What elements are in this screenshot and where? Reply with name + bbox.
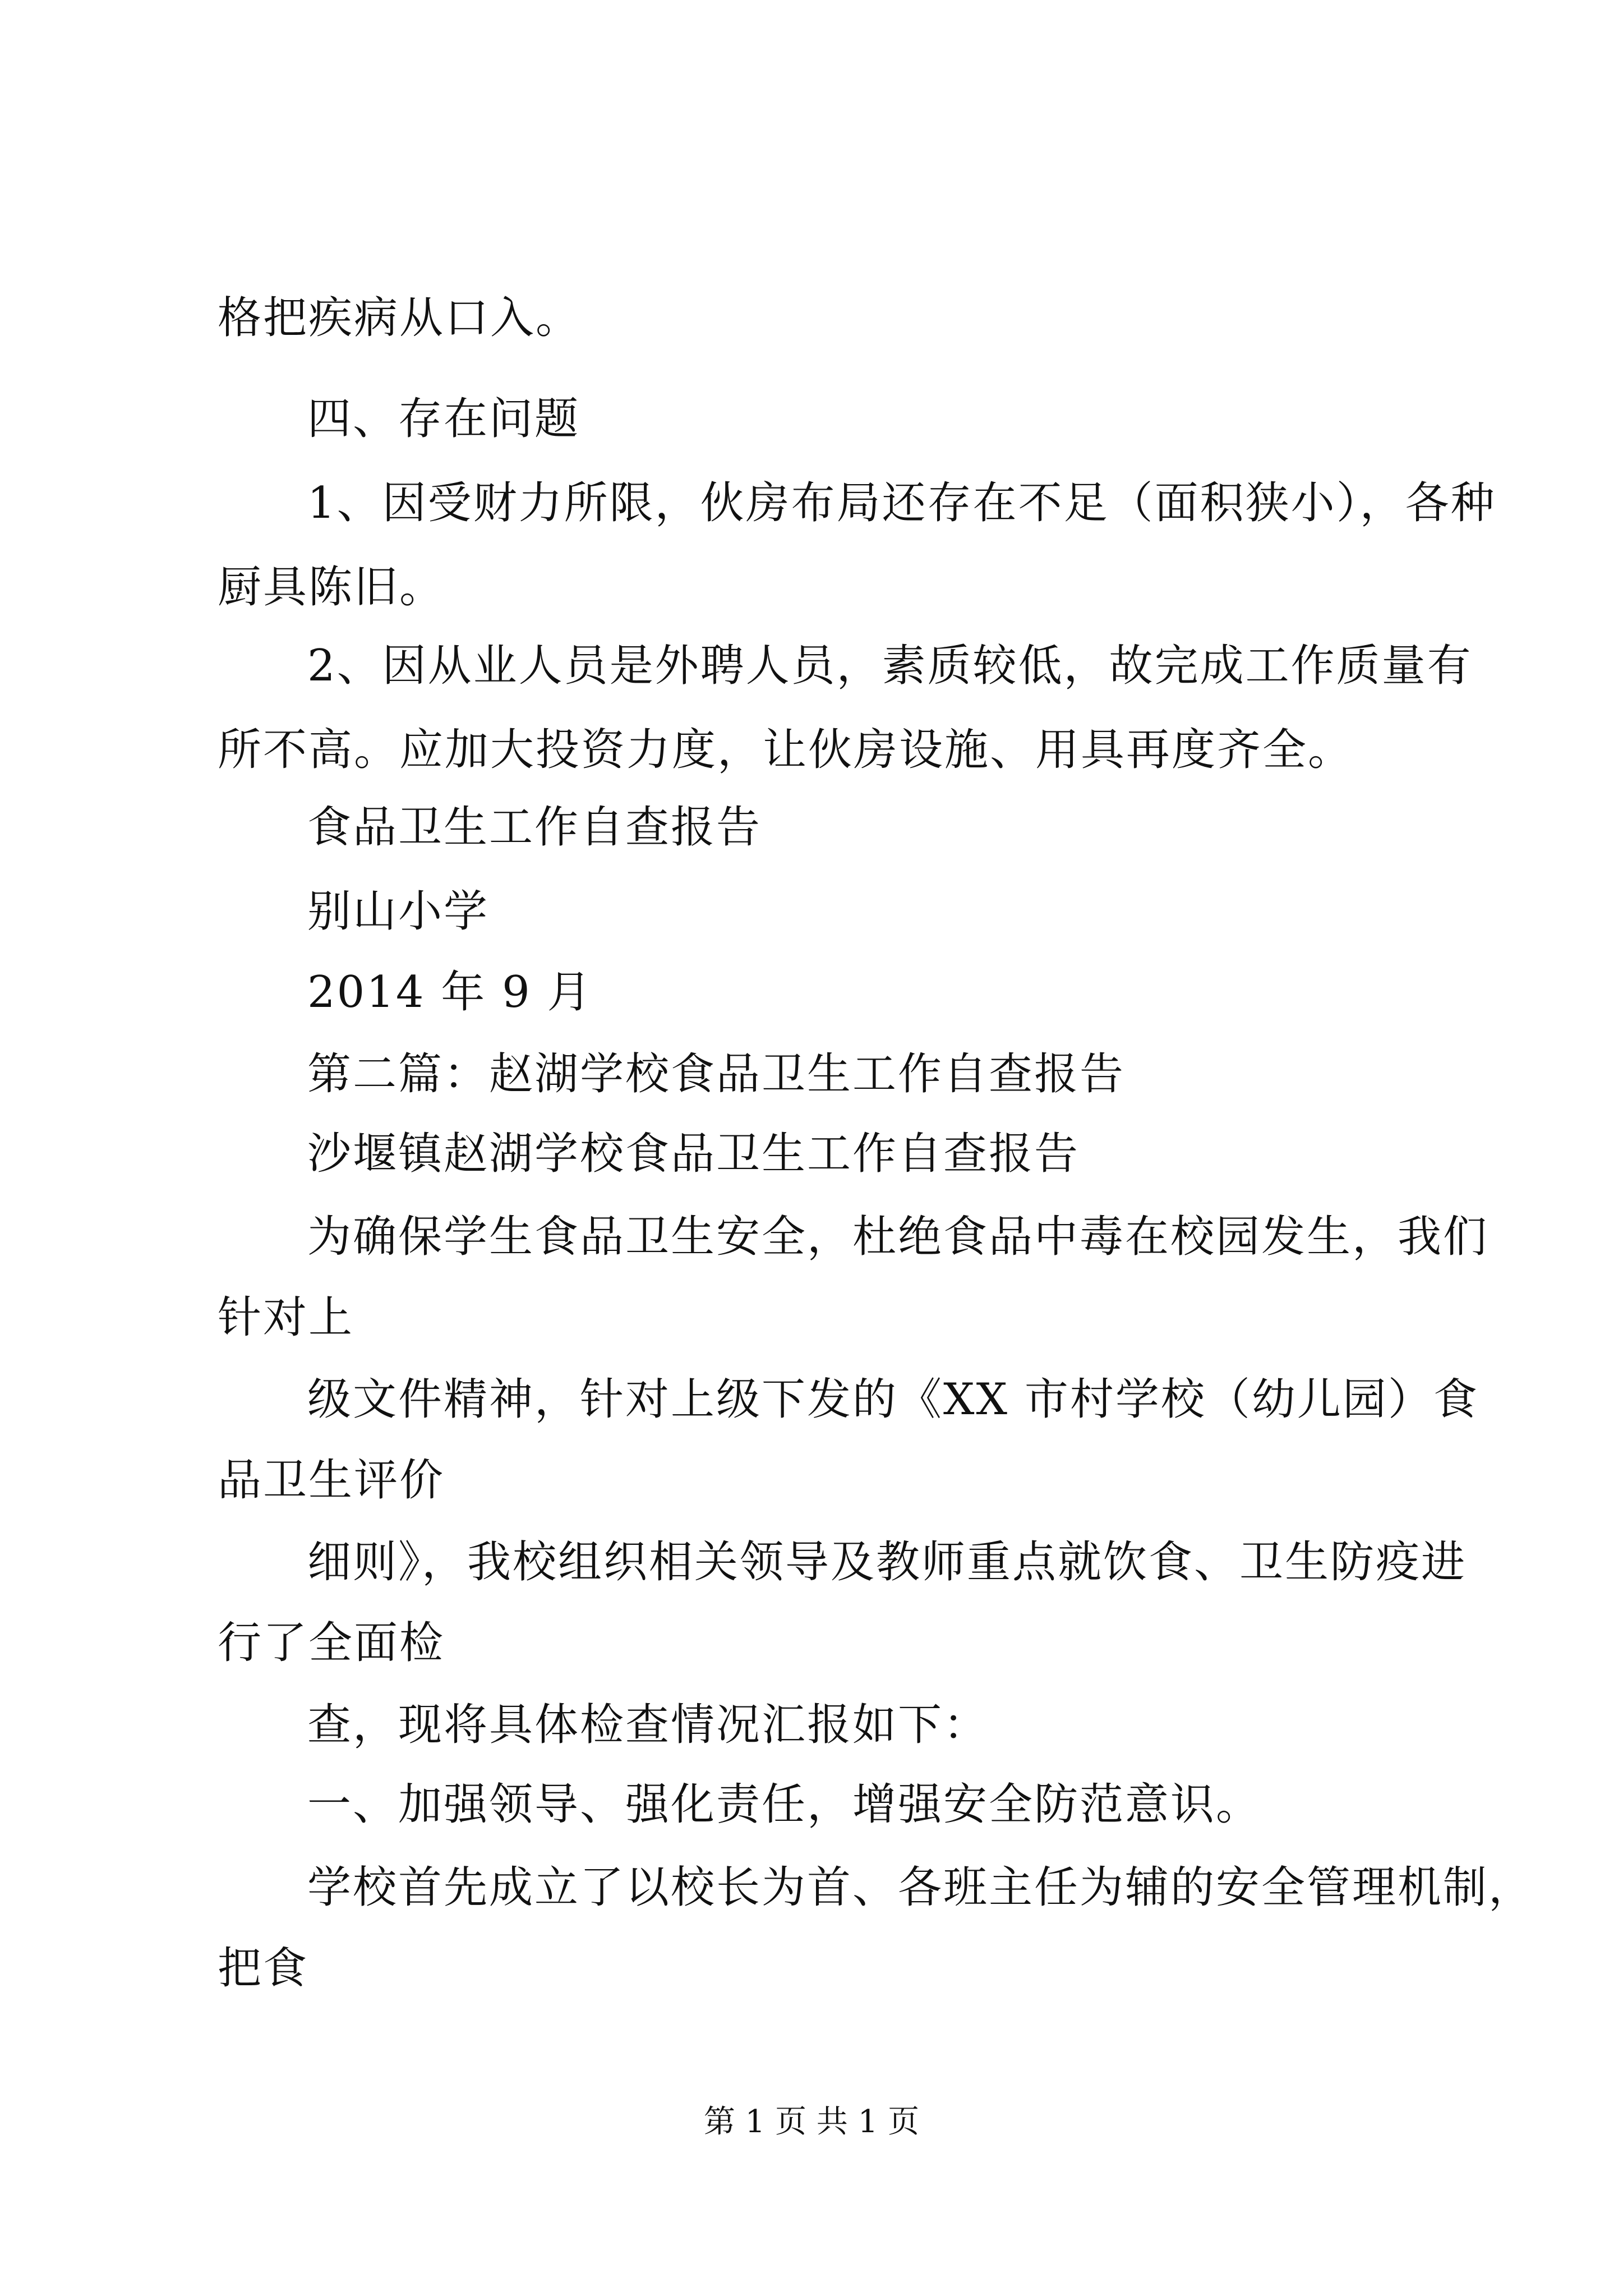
body-line: 所不高。应加大投资力度，让伙房设施、用具再度齐全。: [218, 725, 1354, 775]
school-name: 别山小学: [307, 886, 490, 937]
report-title: 沙堰镇赵湖学校食品卫生工作自查报告: [307, 1129, 1080, 1179]
body-line: 级文件精神，针对上级下发的《XX 市村学校（幼儿园）食: [307, 1374, 1479, 1425]
chapter-title: 第二篇：赵湖学校食品卫生工作自查报告: [307, 1049, 1126, 1099]
body-line: 针对上: [218, 1292, 354, 1343]
body-line: 品卫生评价: [218, 1455, 445, 1506]
page-number-footer: 第 1 页 共 1 页: [703, 2104, 920, 2140]
section-heading: 四、存在问题: [307, 394, 580, 444]
body-line: 把食: [218, 1943, 309, 1994]
body-line: 查，现将具体检查情况汇报如下：: [307, 1700, 989, 1750]
body-line: 1、因受财力所限，伙房布局还存在不足（面积狭小），各种: [307, 478, 1496, 528]
body-line: 细则》，我校组织相关领导及教师重点就饮食、卫生防疫进: [307, 1537, 1467, 1588]
report-date: 2014 年 9 月: [307, 967, 593, 1018]
body-line: 格把疾病从口入。: [218, 293, 582, 343]
body-line: 行了全面检: [218, 1618, 445, 1668]
body-line: 学校首先成立了以校长为首、各班主任为辅的安全管理机制，: [307, 1862, 1534, 1913]
body-line: 厨具陈旧。: [218, 562, 445, 613]
body-line: 2、因从业人员是外聘人员，素质较低，故完成工作质量有: [307, 641, 1473, 691]
body-line: 为确保学生食品卫生安全，杜绝食品中毒在校园发生，我们: [307, 1212, 1489, 1262]
section-heading: 一、加强领导、强化责任，增强安全防范意识。: [307, 1779, 1262, 1830]
report-title: 食品卫生工作自查报告: [307, 802, 762, 853]
